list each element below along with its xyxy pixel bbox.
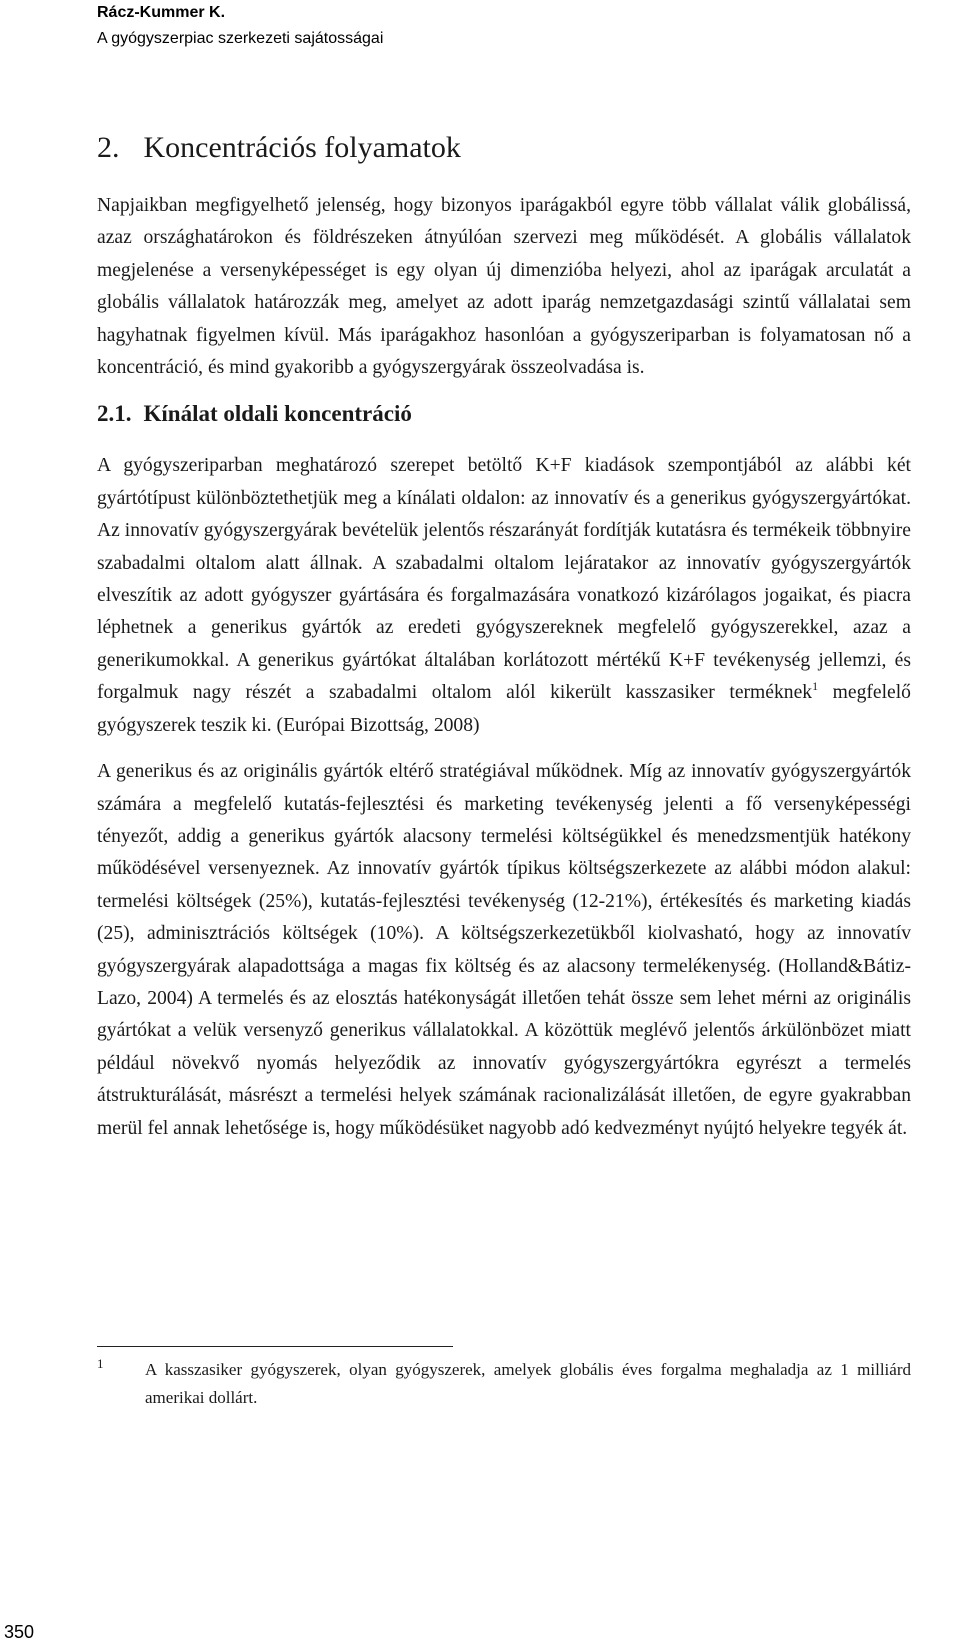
subsection-paragraph-1 — [97, 450, 911, 742]
footnote — [97, 1356, 911, 1412]
running-header — [97, 0, 383, 52]
section-title: Koncentrációs folyamatok — [143, 131, 461, 164]
section-heading — [97, 130, 911, 190]
subsection-number: 2.1. — [97, 401, 132, 427]
header-author: Rácz-Kummer K. — [97, 4, 226, 21]
footnote-divider — [97, 1346, 453, 1347]
subsection-title: Kínálat oldali koncentráció — [143, 401, 412, 427]
page-number: 350 — [4, 1622, 35, 1642]
section-number: 2. — [97, 131, 120, 164]
section-paragraph: Napjaikban megfigyelhető jelenség, hogy bizonyos iparágakból egyre több vállalat válik globálissá, azaz országhatárokon és földrészeken átnyúlóan szervezi meg működését. A globális vállalatok megjelenése a versenyképességet is egy olyan új dimenzióba helyezi, ahol az iparágak arculatát a globális vállalatok határozzák meg, amelyet az adott iparág nemzetgazdasági szintű vállalatai sem hagyhatnak figyelmen kívül. Más iparágakhoz hasonlóan a gyógyszeriparban is folyamatosan nő a koncentráció, és mind gyakoribb a gyógyszergyárak összeolvadása is. — [97, 195, 911, 379]
footnote-number: 1 — [97, 1356, 104, 1371]
header-subtitle: A gyógyszerpiac szerkezeti sajátosságai — [97, 30, 384, 47]
subsection-heading — [97, 400, 911, 450]
footnote-text: A kasszasiker gyógyszerek, olyan gyógyszerek, amelyek globális éves forgalma meghaladja az 1 milliárd amerikai dollárt. — [145, 1360, 911, 1407]
paragraph-1-text: A gyógyszeriparban meghatározó szerepet betöltő K+F kiadások szempontjából az alábbi két gyártótípust különböztethetjük meg a kínálati oldalon: az innovatív és a generikus gyógyszergyártókat. Az innovatív gyógyszergyárak bevételük jelentős részarányát fordítják kutatásra és termékeik többnyire szabadalmi oltalom alatt állnak. A szabadalmi oltalom lejáratakor az innovatív gyógyszergyártók elveszítik az adott gyógyszer gyártására és forgalmazására vonatkozó kizárólagos jogaikat, és piacra léphetnek a generikus gyártók az eredeti gyógyszereknek megfelelő gyógyszerekkel, azaz a generikumokkal. A generikus gyártókat általában korlátozott mértékű K+F tevékenység jellemzi, és forgalmuk nagy részét a szabadalmi oltalom alól kikerült kasszasiker terméknek — [97, 455, 911, 704]
subsection-paragraph-2: A generikus és az originális gyártók eltérő stratégiával működnek. Míg az innovatív gyógyszergyártók számára a megfelelő kutatás-fejlesztési és marketing tevékenység jelenti a fő versenyképességi tényezőt, addig a generikus gyártók alacsony termelési költségükkel és menedzsmentjük hatékony működésével versenyeznek. Az innovatív gyártók típikus költségszerkezete az alábbi módon alakul: termelési költségek (25%), kutatás-fejlesztési tevékenység (12-21%), értékesítés és marketing kiadás (25), adminisztrációs költségek (10%). A költségszerkezetükből kiolvasható, hogy az innovatív gyógyszergyárak alapadottsága a magas fix költség és az alacsony termelékenység. (Holland&Bátiz-Lazo, 2004) A termelés és az elosztás hatékonyságát illetően tehát össze sem lehet mérni az originális gyártókat a velük versenyző generikus vállalatokkal. A közöttük meglévő jelentős árkülönbözet miatt például növekvő nyomás helyeződik az innovatív gyógyszergyártókra egyrészt a termelés átstrukturálását, másrészt a termelési helyek számának racionalizálását illetően, de egyre gyakrabban merül fel annak lehetősége is, hogy működésüket nagyobb adó kedvezményt nyújtó helyekre tegyék át. — [97, 761, 911, 1139]
paragraph-1-text-continued: megfelelő gyógyszerek teszik ki. (Európai Bizottság, 2008) — [97, 682, 911, 736]
page-body — [97, 130, 911, 1145]
footnote-reference[interactable]: 1 — [812, 679, 819, 694]
